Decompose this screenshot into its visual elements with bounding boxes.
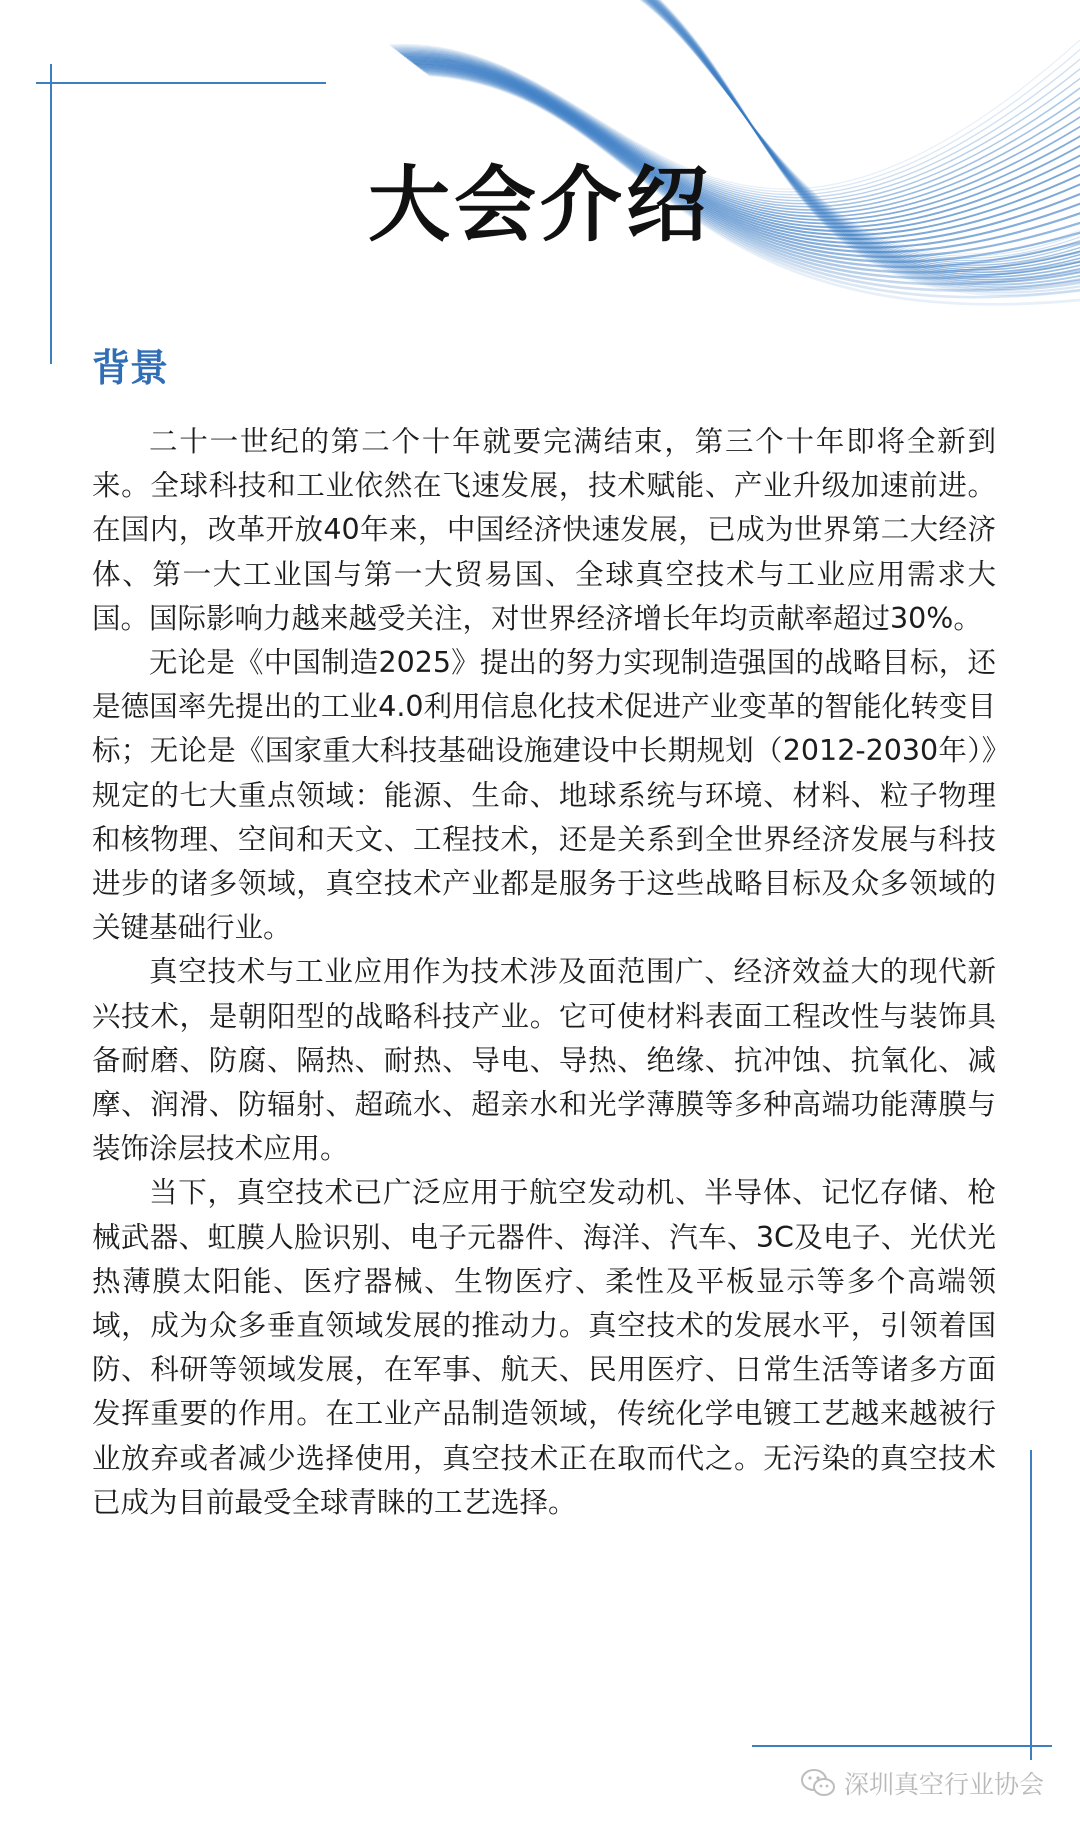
frame-line-right	[1030, 1450, 1032, 1760]
wechat-icon	[800, 1768, 836, 1798]
paragraph: 真空技术与工业应用作为技术涉及面范围广、经济效益大的现代新兴技术，是朝阳型的战略科技产业。它可使材料表面工程改性与装饰具备耐磨、防腐、隔热、耐热、导电、导热、绝缘、抗冲蚀、抗氧化、减摩、润滑、防辐射、超疏水、超亲水和光学薄膜等多种高端功能薄膜与装饰涂层技术应用。	[92, 955, 996, 1166]
frame-line-bottom	[752, 1745, 1052, 1747]
paragraph: 当下，真空技术已广泛应用于航空发动机、半导体、记忆存储、枪械武器、虹膜人脸识别、电子元器件、海洋、汽车、3C及电子、光伏光热薄膜太阳能、医疗器械、生物医疗、柔性及平板显示等多个高端领域，成为众多垂直领域发展的推动力。真空技术的发展水平，引领着国防、科研等领域发展，在军事、航天、民用医疗、日常生活等诸多方面发挥重要的作用。在工业产品制造领域，传统化学电镀工艺越来越被行业放弃或者减少选择使用，真空技术正在取而代之。无污染的真空技术已成为目前最受全球青睐的工艺选择。	[92, 1176, 996, 1519]
paragraph: 无论是《中国制造2025》提出的努力实现制造强国的战略目标，还是德国率先提出的工业4.0利用信息化技术促进产业变革的智能化转变目标；无论是《国家重大科技基础设施建设中长期规划（2012-2030年）》规定的七大重点领域：能源、生命、地球系统与环境、材料、粒子物理和核物理、空间和天文、工程技术，还是关系到全世界经济发展与科技进步的诸多领域，真空技术产业都是服务于这些战略目标及众多领域的关键基础行业。	[92, 646, 996, 945]
paragraph: 二十一世纪的第二个十年就要完满结束，第三个十年即将全新到来。全球科技和工业依然在飞速发展，技术赋能、产业升级加速前进。在国内，改革开放40年来，中国经济快速发展，已成为世界第二大经济体、第一大工业国与第一大贸易国、全球真空技术与工业应用需求大国。国际影响力越来越受关注，对世界经济增长年均贡献率超过30%。	[92, 425, 996, 635]
frame-line-top	[36, 82, 326, 84]
page-title: 大会介绍	[367, 158, 712, 253]
section-heading: 背景	[92, 346, 169, 390]
footer-account	[800, 1765, 1044, 1801]
body-text	[92, 420, 996, 1525]
account-name: 深圳真空行业协会	[843, 1770, 1044, 1799]
